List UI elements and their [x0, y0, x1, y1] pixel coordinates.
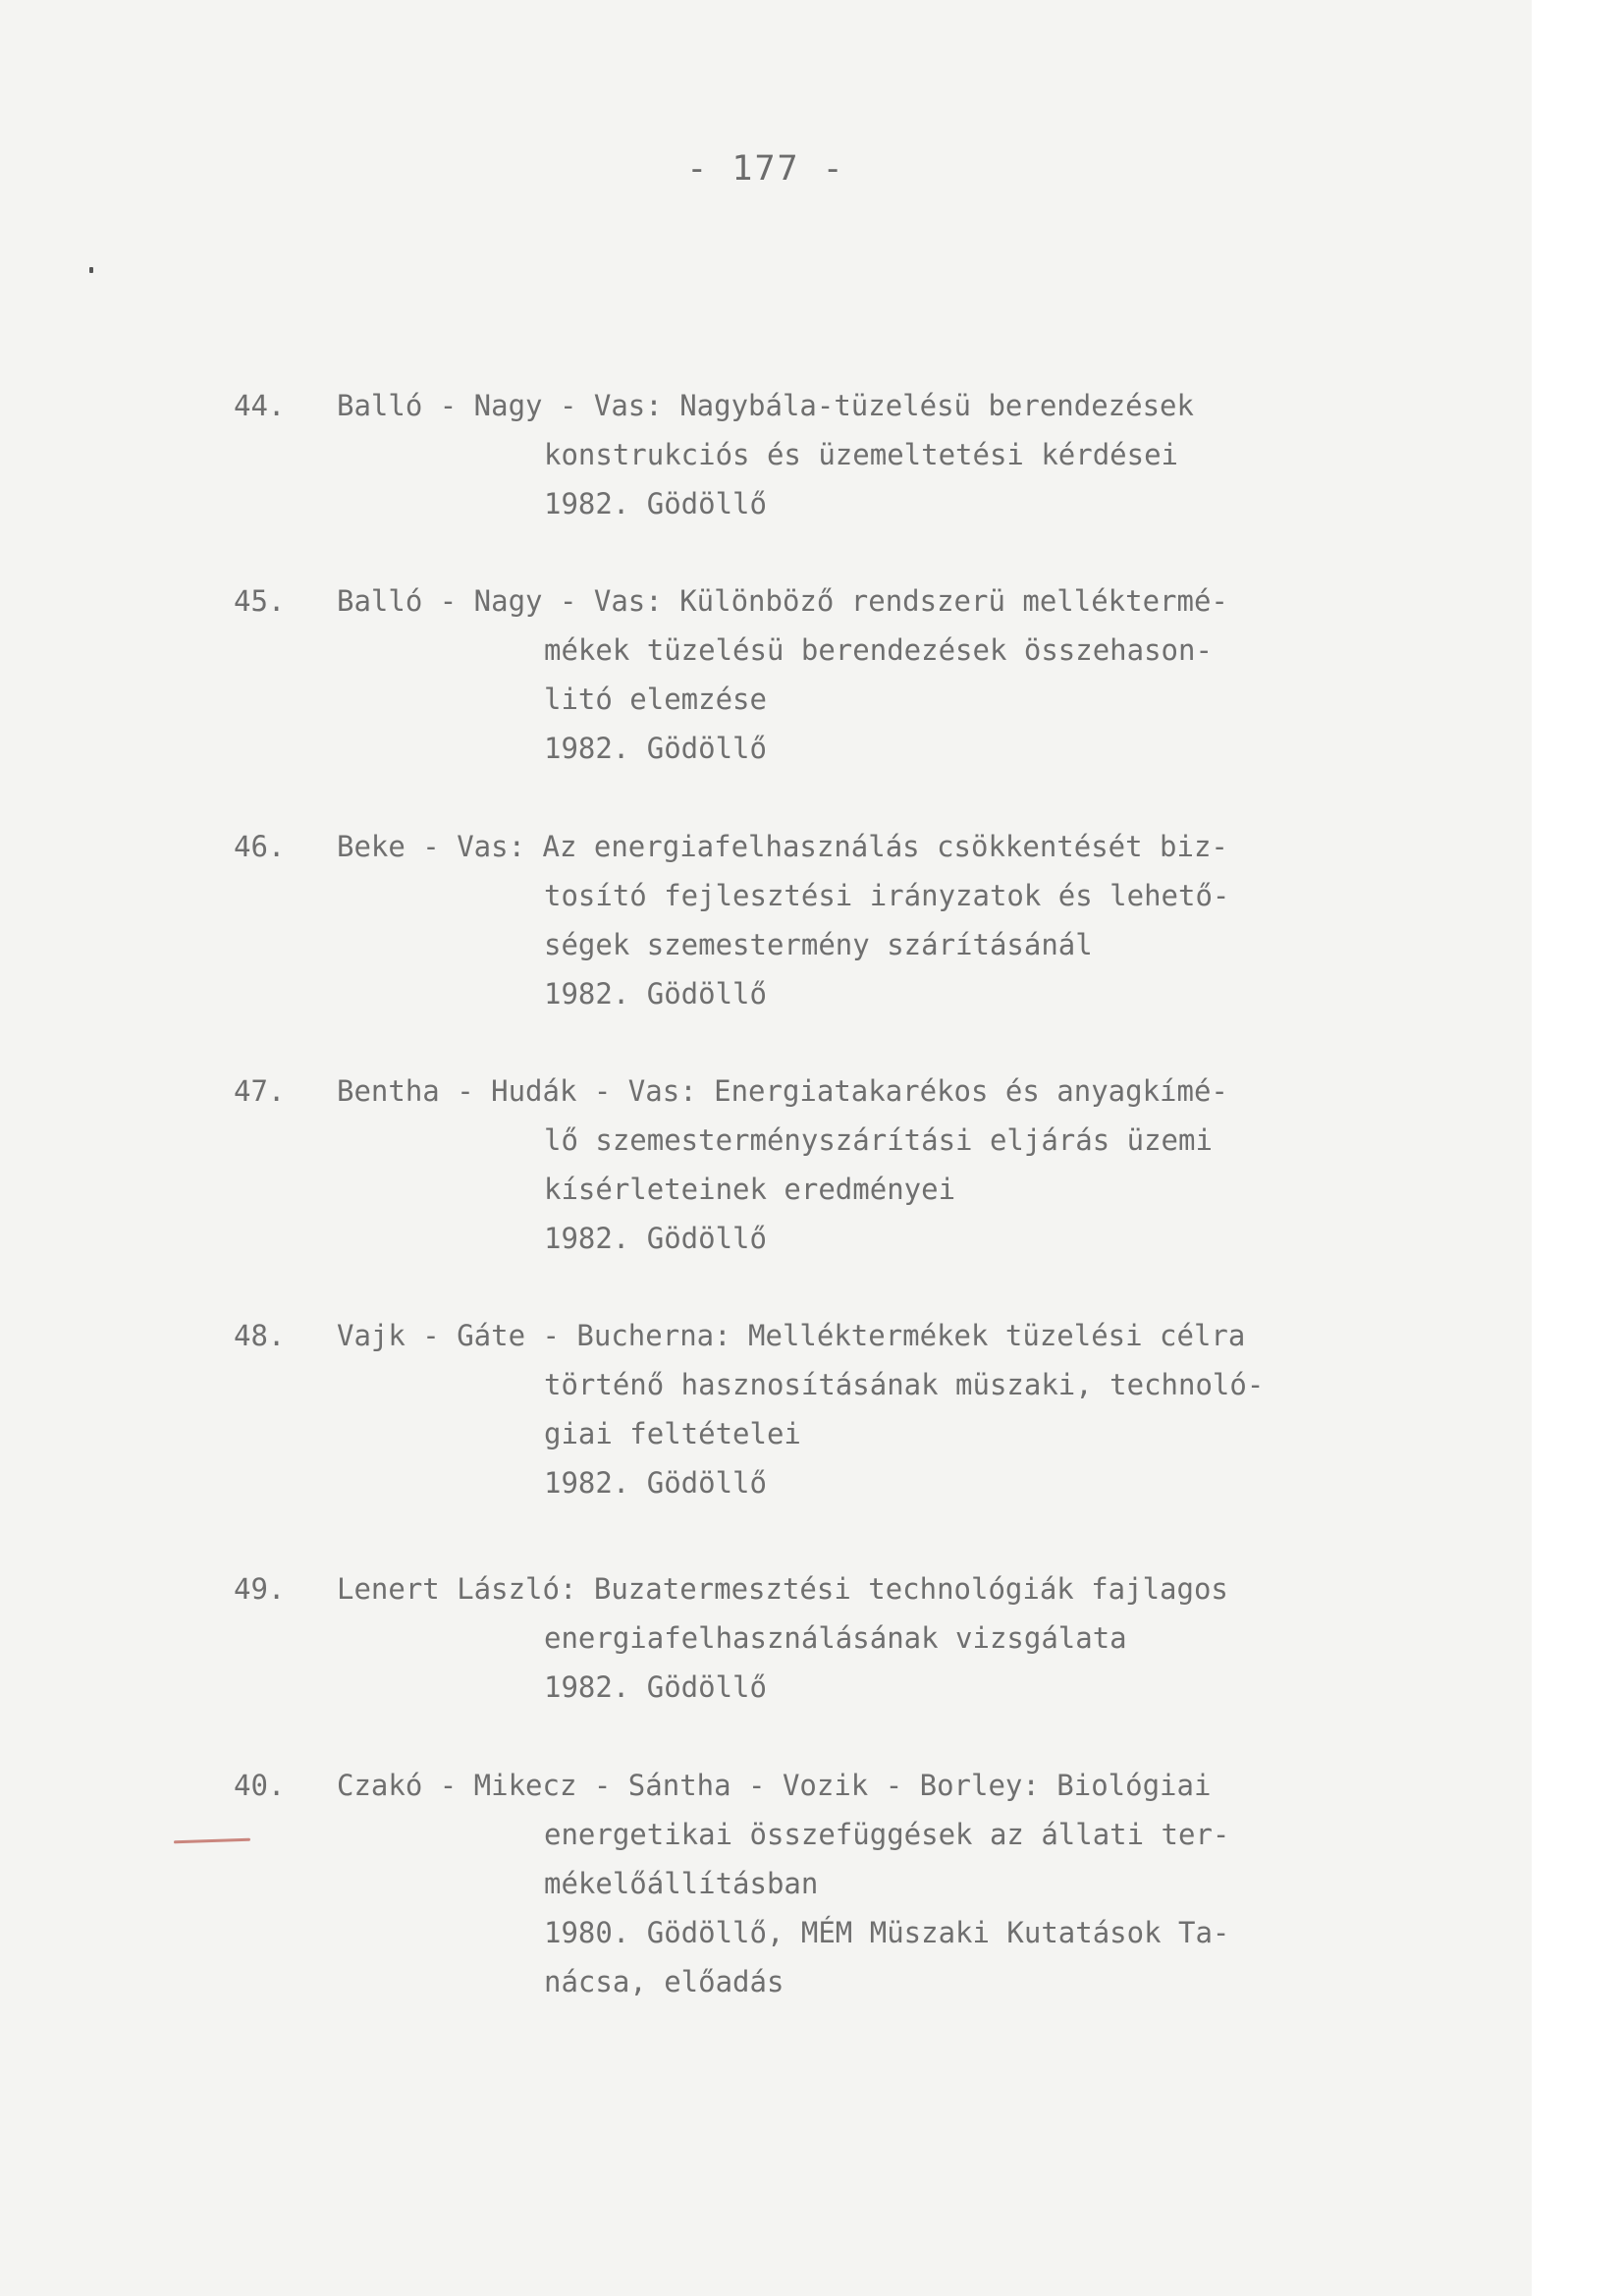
entry-line: ségek szemestermény szárításánál: [544, 928, 1093, 961]
entry-continuation: [544, 1116, 1213, 1263]
entry-number: 44.: [234, 389, 286, 422]
entry-line: litó elemzése: [544, 683, 767, 716]
entry-line: energiafelhasználásának vizsgálata: [544, 1621, 1127, 1655]
entry-heading: Czakó - Mikecz - Sántha - Vozik - Borley: Biológiai: [337, 1769, 1212, 1802]
entry-number: 49.: [234, 1572, 286, 1606]
entry-heading: Beke - Vas: Az energiafelhasználás csökkentését biz-: [337, 830, 1228, 863]
entry-heading: Balló - Nagy - Vas: Nagybála-tüzelésü berendezések: [337, 389, 1194, 422]
entry-line: nácsa, előadás: [544, 1965, 784, 1998]
entry-heading: Bentha - Hudák - Vas: Energiatakarékos és anyagkímé-: [337, 1074, 1228, 1108]
entry-continuation: [544, 1613, 1127, 1712]
entry-line: 1982. Gödöllő: [544, 1222, 767, 1255]
entry-line: mékek tüzelésü berendezések összehason-: [544, 633, 1213, 667]
entry-line: energetikai összefüggések az állati ter-: [544, 1818, 1230, 1851]
entry-continuation: [544, 1360, 1264, 1507]
entry-line: 1982. Gödöllő: [544, 732, 767, 765]
entry-continuation: [544, 1810, 1229, 2006]
entry-line: 1982. Gödöllő: [544, 487, 767, 520]
entry-continuation: [544, 430, 1178, 528]
entry-heading: Balló - Nagy - Vas: Különböző rendszerü melléktermé-: [337, 584, 1228, 618]
entry-heading: Lenert László: Buzatermesztési technológiák fajlagos: [337, 1572, 1228, 1606]
entry-number: 45.: [234, 584, 286, 618]
entry-line: 1982. Gödöllő: [544, 1670, 767, 1704]
entry-continuation: [544, 626, 1213, 773]
entry-line: lő szemesterményszárítási eljárás üzemi: [544, 1123, 1213, 1157]
entry-line: 1982. Gödöllő: [544, 1466, 767, 1500]
entry-number: 40.: [234, 1769, 286, 1802]
entry-heading: Vajk - Gáte - Bucherna: Melléktermékek tüzelési célra: [337, 1319, 1246, 1352]
entry-number: 46.: [234, 830, 286, 863]
entry-number: 47.: [234, 1074, 286, 1108]
entry-line: történő hasznosításának müszaki, technoló-: [544, 1368, 1265, 1401]
entry-line: mékelőállításban: [544, 1867, 819, 1900]
ink-mark: [89, 267, 93, 273]
entry-line: tosító fejlesztési irányzatok és lehető-: [544, 879, 1230, 912]
entry-line: kísérleteinek eredményei: [544, 1173, 956, 1206]
entry-line: konstrukciós és üzemeltetési kérdései: [544, 438, 1179, 471]
page-number: - 177 -: [686, 149, 845, 189]
entry-continuation: [544, 871, 1229, 1018]
entry-line: 1982. Gödöllő: [544, 977, 767, 1011]
entry-line: giai feltételei: [544, 1417, 801, 1450]
entry-line: 1980. Gödöllő, MÉM Müszaki Kutatások Ta-: [544, 1916, 1230, 1949]
entry-number: 48.: [234, 1319, 286, 1352]
